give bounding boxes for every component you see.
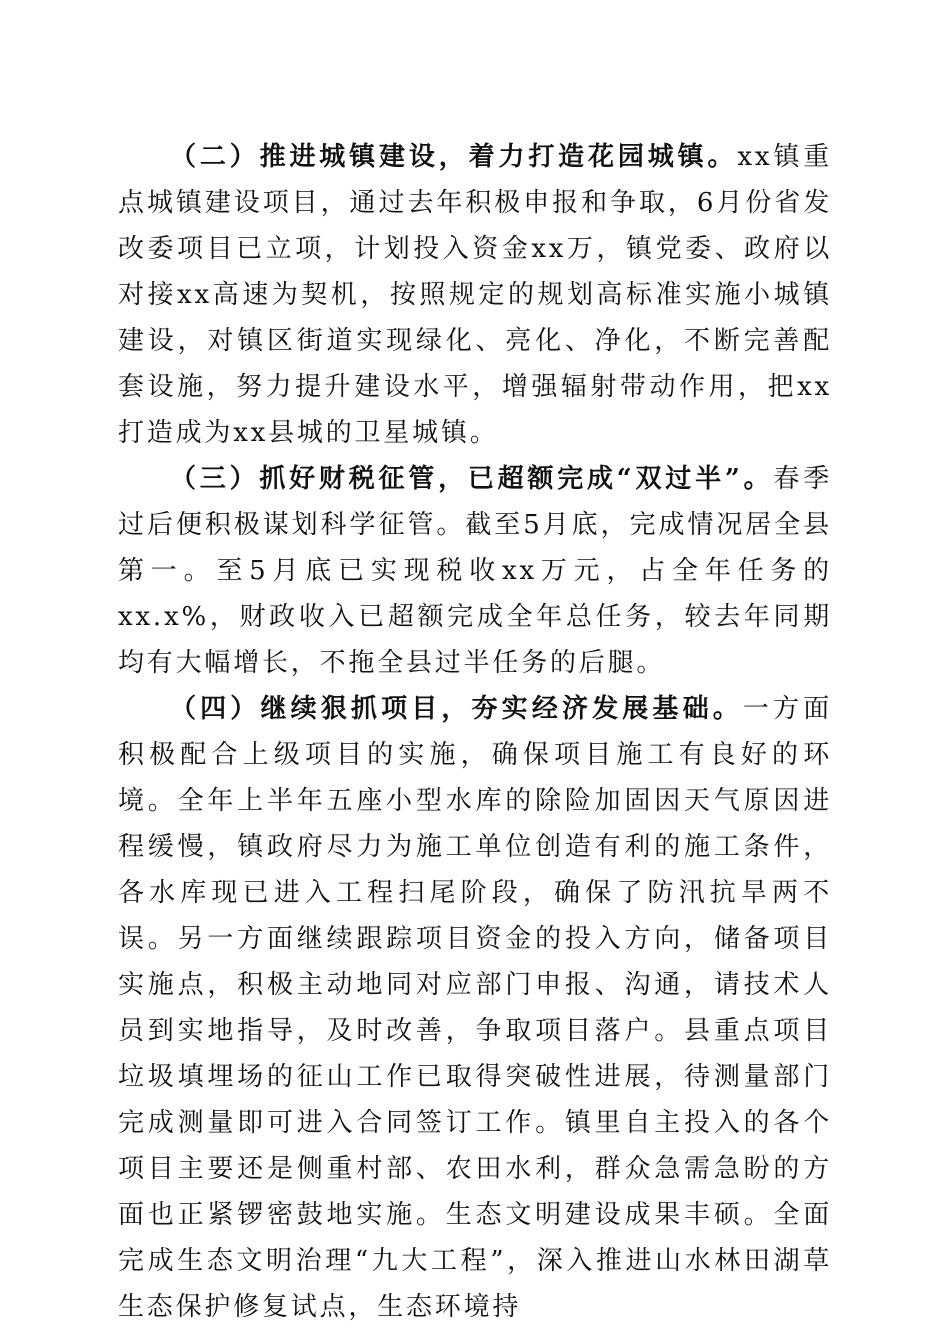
paragraph-town-construction (118, 134, 832, 456)
paragraph-text: xx镇重点城镇建设项目，通过去年积极申报和争取，6月份省发改委项目已立项，计划投入资金xx万，镇党委、政府以对接xx高速为契机，按照规定的规划高标准实施小城镇建设，对镇区街道实现绿化、亮化、净化，不断完善配套设施，努力提升建设水平，增强辐射带动作用，把xx打造成为xx县城的卫星城镇。 (118, 142, 833, 448)
paragraph-tax-collection (118, 456, 832, 686)
paragraph-projects (118, 686, 832, 1330)
paragraph-text: 春季过后便积极谋划科学征管。截至5月底，完成情况居全县第一。至5月底已实现税收xx万元，占全年任务的xx.x%，财政收入已超额完成全年总任务，较去年同期均有大幅增长，不拖全县过半任务的后腿。 (118, 464, 832, 678)
document-body (118, 134, 832, 1330)
paragraph-heading: （四）继续狠抓项目，夯实经济发展基础。 (170, 694, 743, 724)
paragraph-heading: （三）抓好财税征管，已超额完成“双过半”。 (170, 464, 774, 494)
paragraph-text: 一方面积极配合上级项目的实施，确保项目施工有良好的环境。全年上半年五座小型水库的除险加固因天气原因进程缓慢，镇政府尽力为施工单位创造有利的施工条件，各水库现已进入工程扫尾阶段，确保了防汛抗旱两不误。另一方面继续跟踪项目资金的投入方向，储备项目实施点，积极主动地同对应部门申报、沟通，请技术人员到实地指导，及时改善，争取项目落户。县重点项目垃圾填埋场的征山工作已取得突破性进展，待测量部门完成测量即可进入合同签订工作。镇里自主投入的各个项目主要还是侧重村部、农田水利，群众急需急盼的方面也正紧锣密鼓地实施。生态文明建设成果丰硕。全面完成生态文明治理“九大工程”，深入推进山水林田湖草生态保护修复试点，生态环境持 (118, 694, 832, 1322)
paragraph-heading: （二）推进城镇建设，着力打造花园城镇。 (170, 142, 738, 172)
